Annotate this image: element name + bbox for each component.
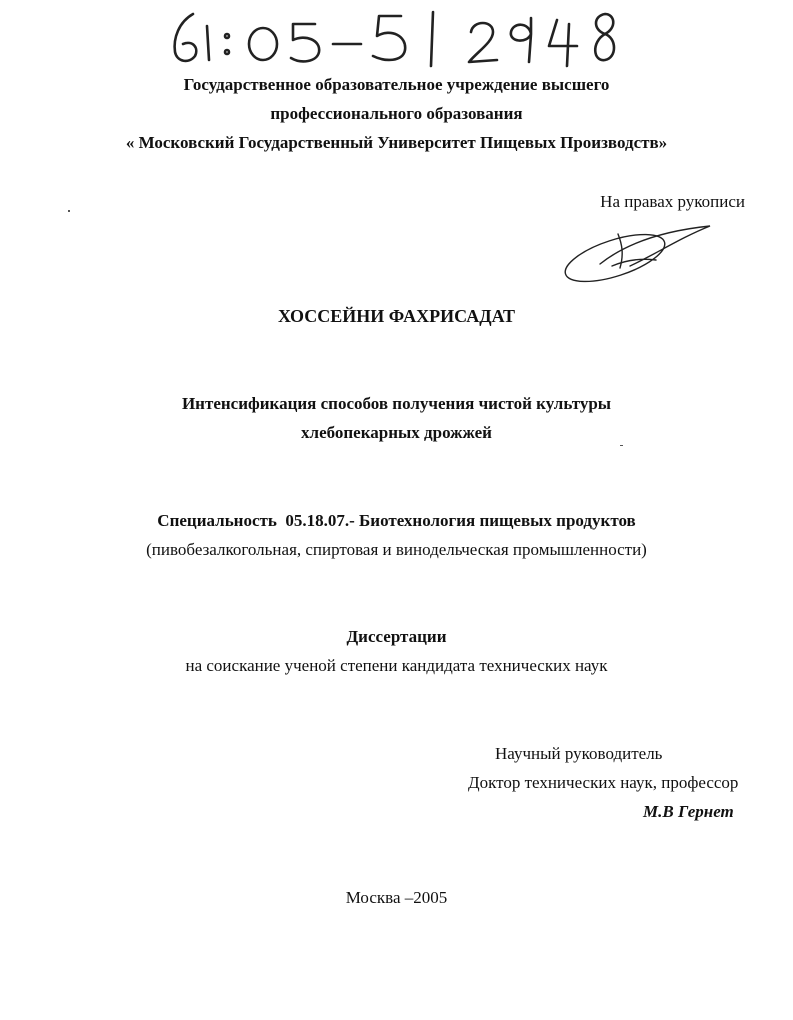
scan-speck (620, 445, 623, 446)
specialty-detail: (пивобезалкогольная, спиртовая и винодельческая промышленности) (146, 540, 647, 559)
dissertation-heading: Диссертации (346, 627, 447, 646)
institution-line-3: « Московский Государственный Университет Пищевых Производств» (125, 133, 668, 152)
supervisor-degree: Доктор технических наук, профессор (468, 773, 739, 792)
dissertation-title-line-1: Интенсификация способов получения чистой культуры (181, 394, 612, 413)
place-year: Москва –2005 (345, 888, 448, 907)
author-name: ХОССЕЙНИ ФАХРИСАДАТ (277, 306, 516, 326)
institution-line-1: Государственное образовательное учреждение высшего (183, 75, 610, 94)
supervisor-role: Научный руководитель (495, 744, 663, 763)
specialty-label: Специальность (157, 511, 277, 530)
dissertation-purpose: на соискание ученой степени кандидата технических наук (185, 656, 608, 675)
supervisor-name: М.В Гернет (643, 802, 734, 821)
signature (560, 218, 730, 288)
scan-speck (68, 210, 70, 212)
specialty (0, 511, 793, 531)
institution-line-2: профессионального образования (270, 104, 523, 123)
specialty-code-name: 05.18.07.- Биотехнология пищевых продуктов (285, 511, 636, 530)
dissertation-title-line-2: хлебопекарных дрожжей (301, 423, 492, 442)
manuscript-note: На правах рукописи (600, 192, 745, 211)
handwritten-archive-number (165, 8, 625, 68)
